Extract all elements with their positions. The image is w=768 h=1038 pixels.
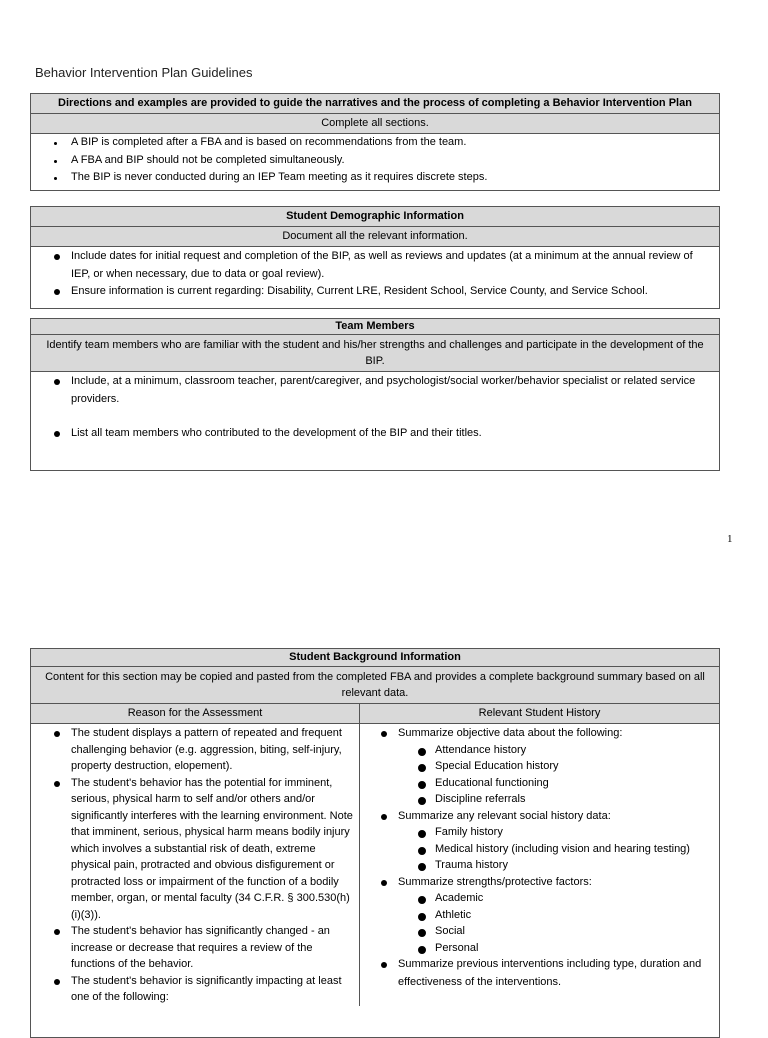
list-item: A BIP is completed after a FBA and is based on recommendations from the team.	[71, 134, 719, 152]
background-section	[30, 648, 720, 1038]
list-item-text: Summarize strengths/protective factors:	[398, 875, 592, 888]
background-subheader: Content for this section may be copied and pasted from the completed FBA and provides a complete background summary based on all relevant data.	[31, 667, 719, 704]
list-item: The student's behavior has the potential for imminent, serious, physical harm to self and/or others and/or significantly interferes with the learning environment. Note that imminent, serious, physical harm means bodily injury which involves a substantial risk of death, extreme physical pain, protracted and obvious disfigurement or protracted loss or impairment of the function of a bodily member, organ, or mental faculty (34 C.F.R. § 300.530(h)(i)(3)).	[71, 775, 353, 924]
demographic-subheader: Document all the relevant information.	[31, 227, 719, 247]
history-column-header: Relevant Student History	[360, 704, 719, 724]
page-title: Behavior Intervention Plan Guidelines	[35, 65, 253, 80]
directions-header: Directions and examples are provided to guide the narratives and the process of completing a Behavior Intervention Plan	[31, 94, 719, 114]
sub-list-item: Social	[435, 923, 713, 940]
sub-list-item: Personal	[435, 940, 713, 957]
list-item: A FBA and BIP should not be completed simultaneously.	[71, 152, 719, 170]
background-header: Student Background Information	[31, 649, 719, 667]
sub-list	[398, 890, 713, 956]
list-item: Ensure information is current regarding: Disability, Current LRE, Resident School, Service County, and Service School.	[71, 283, 711, 301]
directions-section	[30, 93, 720, 191]
team-members-section	[30, 318, 720, 471]
list-item: The student's behavior is significantly impacting at least one of the following:	[71, 973, 353, 1006]
demographic-list	[31, 247, 719, 308]
list-item: The student's behavior has significantly changed - an increase or decrease that requires a review of the functions of the behavior.	[71, 923, 353, 973]
sub-list-item: Special Education history	[435, 758, 713, 775]
page-number: 1	[727, 533, 733, 545]
sub-list-item: Attendance history	[435, 742, 713, 759]
sub-list-item: Educational functioning	[435, 775, 713, 792]
team-members-header: Team Members	[31, 319, 719, 335]
list-item-text: Summarize objective data about the following:	[398, 727, 623, 739]
sub-list	[398, 742, 713, 808]
sub-list-item: Trauma history	[435, 857, 713, 874]
list-item: Summarize previous interventions including type, duration and effectiveness of the interventions.	[398, 956, 713, 991]
list-item	[398, 874, 713, 957]
sub-list-item: Family history	[435, 824, 713, 841]
sub-list-item: Medical history (including vision and hearing testing)	[435, 841, 713, 858]
reason-column-header: Reason for the Assessment	[31, 704, 359, 724]
sub-list-item: Discipline referrals	[435, 791, 713, 808]
demographic-section	[30, 206, 720, 309]
reason-column	[31, 704, 360, 1006]
directions-subheader: Complete all sections.	[31, 114, 719, 134]
sub-list-item: Athletic	[435, 907, 713, 924]
sub-list	[398, 824, 713, 874]
list-item: The BIP is never conducted during an IEP Team meeting as it requires discrete steps.	[71, 169, 719, 187]
background-columns	[31, 704, 719, 1006]
list-item: List all team members who contributed to the development of the BIP and their titles.	[71, 425, 711, 443]
directions-list	[31, 134, 719, 190]
sub-list-item: Academic	[435, 890, 713, 907]
demographic-header: Student Demographic Information	[31, 207, 719, 227]
list-item: Include, at a minimum, classroom teacher, parent/caregiver, and psychologist/social worker/behavior specialist or related service providers.	[71, 373, 711, 408]
list-item: Include dates for initial request and completion of the BIP, as well as reviews and updates (at a minimum at the annual review of IEP, or when necessary, due to data or goal review).	[71, 248, 711, 283]
list-item	[398, 725, 713, 808]
reason-list	[31, 724, 359, 1006]
list-item	[398, 808, 713, 874]
list-item: The student displays a pattern of repeated and frequent challenging behavior (e.g. aggression, biting, self-injury, property destruction, elopement).	[71, 725, 353, 775]
history-column	[360, 704, 719, 1006]
team-members-subheader: Identify team members who are familiar with the student and his/her strengths and challenges and participate in the development of the BIP.	[31, 335, 719, 372]
list-item-text: Summarize any relevant social history data:	[398, 809, 611, 822]
history-list	[360, 724, 719, 991]
team-members-list	[31, 372, 719, 443]
